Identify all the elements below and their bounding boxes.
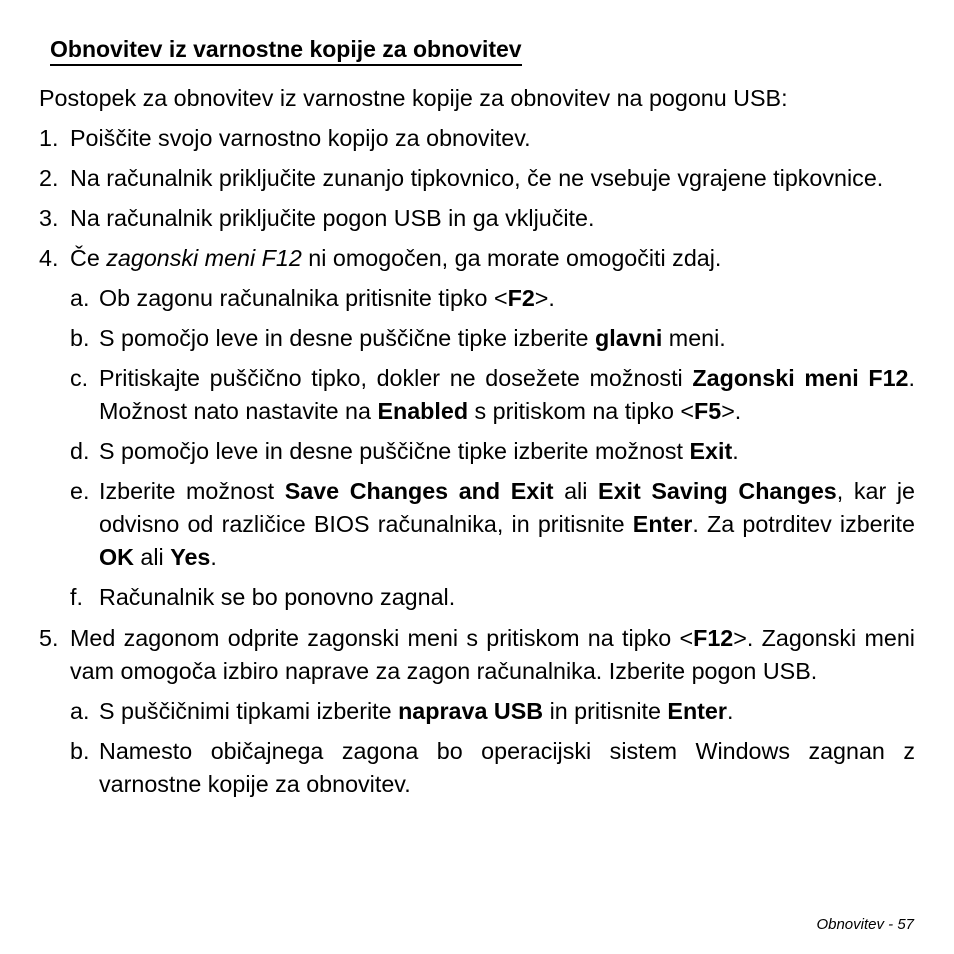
document-body xyxy=(39,82,915,801)
step-text: >. xyxy=(721,398,742,424)
key-name: Enter xyxy=(667,698,727,724)
key-name: F12 xyxy=(693,625,734,651)
step-text: S pomočjo leve in desne puščične tipke izberite možnost xyxy=(99,438,690,464)
step-2 xyxy=(39,162,915,195)
step-4f xyxy=(70,581,915,614)
step-1 xyxy=(39,122,915,155)
step-5 xyxy=(39,622,915,688)
step-text: . xyxy=(732,438,739,464)
step-text: >. xyxy=(534,285,555,311)
step-text: ni omogočen, ga morate omogočiti zdaj. xyxy=(301,245,722,271)
step-5b xyxy=(70,735,915,801)
substep-letter: a. xyxy=(70,285,90,311)
step-text: Pritiskajte puščično tipko, dokler ne dosežete možnosti xyxy=(99,365,693,391)
step-text: s pritiskom na tipko < xyxy=(468,398,695,424)
bold-term: Exit Saving Changes xyxy=(598,478,837,504)
step-text: . Možnost nato nastavite na xyxy=(99,365,916,424)
bold-term: Yes xyxy=(170,544,211,570)
step-text: >. Zagonski meni vam omogoča izbiro naprave za zagon računalnika. Izberite pogon USB. xyxy=(70,625,915,684)
bold-term: Zagonski meni F12 xyxy=(692,365,909,391)
step-number: 1. xyxy=(39,125,59,151)
step-4a xyxy=(70,282,915,315)
step-text: Ob zagonu računalnika pritisnite tipko < xyxy=(99,285,508,311)
step-number: 5. xyxy=(39,625,59,651)
step-text: Med zagonom odprite zagonski meni s pritiskom na tipko < xyxy=(70,625,694,651)
step-text: S pomočjo leve in desne puščične tipke izberite xyxy=(99,325,595,351)
substep-letter: b. xyxy=(70,325,90,351)
key-name: F5 xyxy=(694,398,722,424)
step-text: . xyxy=(210,544,217,570)
step-text: in pritisnite xyxy=(543,698,668,724)
step-text: Na računalnik priključite pogon USB in ga vključite. xyxy=(70,205,595,231)
bold-term: Exit xyxy=(689,438,733,464)
step-number: 3. xyxy=(39,205,59,231)
substep-letter: f. xyxy=(70,584,83,610)
step-text: , kar je odvisno od različice BIOS računalnika, in pritisnite xyxy=(99,478,915,537)
intro-paragraph: Postopek za obnovitev iz varnostne kopije za obnovitev na pogonu USB: xyxy=(39,85,788,111)
step-text: ali xyxy=(133,544,171,570)
bold-term: naprava USB xyxy=(398,698,544,724)
step-text: S puščičnimi tipkami izberite xyxy=(99,698,399,724)
substep-letter: c. xyxy=(70,365,89,391)
page-footer xyxy=(816,916,914,933)
footer-section: Obnovitev - xyxy=(816,916,898,933)
step-text: ali xyxy=(553,478,599,504)
section-heading: Obnovitev iz varnostne kopije za obnovitev xyxy=(50,34,522,66)
page-number: 57 xyxy=(897,916,914,933)
bold-term: glavni xyxy=(594,325,663,351)
step-text: Računalnik se bo ponovno zagnal. xyxy=(99,584,456,610)
step-text: Namesto običajnega zagona bo operacijski sistem Windows zagnan z varnostne kopije za obnovitev. xyxy=(99,738,915,797)
bold-term: Enabled xyxy=(377,398,469,424)
step-4e xyxy=(70,475,915,574)
step-text: Na računalnik priključite zunanjo tipkovnico, če ne vsebuje vgrajene tipkovnice. xyxy=(70,165,884,191)
emphasis-text: zagonski meni F12 xyxy=(106,245,302,271)
step-number: 2. xyxy=(39,165,59,191)
step-5a xyxy=(70,695,915,728)
step-4c xyxy=(70,362,915,428)
step-text: Če xyxy=(70,245,107,271)
substep-letter: e. xyxy=(70,478,90,504)
step-number: 4. xyxy=(39,245,59,271)
step-4 xyxy=(39,242,915,275)
step-text: . xyxy=(726,698,734,724)
step-text: Izberite možnost xyxy=(99,478,285,504)
key-name: F2 xyxy=(507,285,535,311)
step-3 xyxy=(39,202,915,235)
step-text: . Za potrditev izberite xyxy=(692,511,915,537)
bold-term: OK xyxy=(99,544,134,570)
substep-letter: b. xyxy=(70,738,90,764)
bold-term: Save Changes and Exit xyxy=(284,478,554,504)
step-4d xyxy=(70,435,915,468)
step-4b xyxy=(70,322,915,355)
step-text: Poiščite svojo varnostno kopijo za obnovitev. xyxy=(70,125,531,151)
key-name: Enter xyxy=(632,511,693,537)
step-text: meni. xyxy=(662,325,726,351)
substep-letter: d. xyxy=(70,438,90,464)
substep-letter: a. xyxy=(70,698,90,724)
